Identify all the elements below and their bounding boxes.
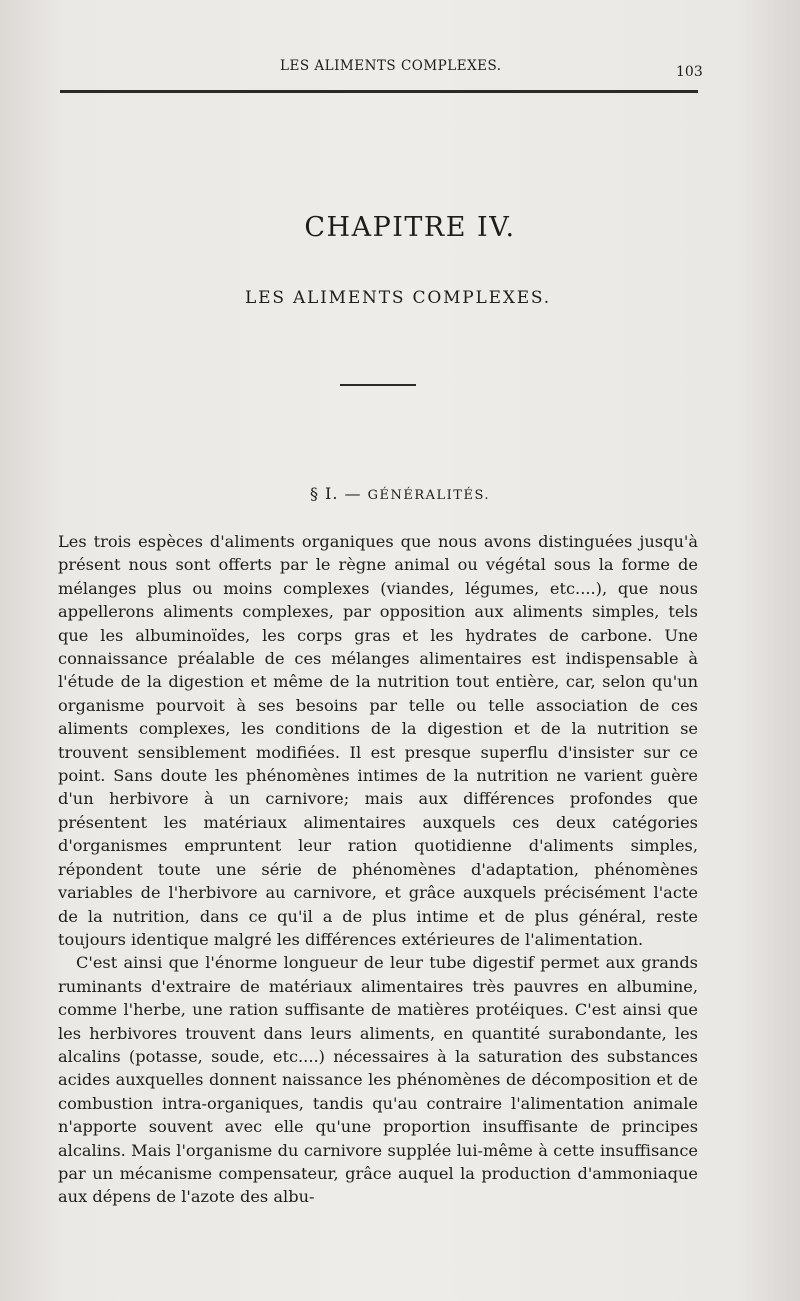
paragraph-2: C'est ainsi que l'énorme longueur de leur tube digestif permet aux grands ruminants d'extraire de matériaux alimentaires très pauvres en albumine, comme l'herbe, une ration suffisante de matières protéiques. C'est ainsi que les herbivores trouvent dans leurs aliments, en quantité surabondante, les alcalins (potasse, soude, etc....) nécessaires à la saturation des substances acides auxquelles donnent naissance les phénomènes de décomposition et de combustion intra-organiques, tandis qu'au contraire l'alimentation animale n'apporte souvent avec elle qu'une proportion insuffisante de principes alcalins. Mais l'organisme du carnivore supplée lui-même à cette insuffisance par un mécanisme compensateur, grâce auquel la production d'ammoniaque aux dépens de l'azote des albu- xyxy=(58,953,698,1207)
section-divider xyxy=(340,384,416,386)
paragraph-1: Les trois espèces d'aliments organiques que nous avons distinguées jusqu'à présent nous sont offerts par le règne animal ou végétal sous la forme de mélanges plus ou moins complexes (viandes, légumes, etc....), que nous appellerons aliments complexes, par opposition aux aliments simples, tels que les albuminoïdes, les corps gras et les hydrates de carbone. Une connaissance préalable de ces mélanges alimentaires est indispensable à l'étude de la digestion et même de la nutrition tout entière, car, selon qu'un organisme pourvoit à ses besoins par telle ou telle association de ces aliments complexes, les conditions de la digestion et de la nutrition se trouvent sensiblement modifiées. Il est presque superflu d'insister sur ce point. Sans doute les phénomènes intimes de la nutrition ne varient guère d'un herbivore à un carnivore; mais aux différences profondes que présentent les matériaux alimentaires auxquels ces deux catégories d'organismes empruntent leur ration quotidienne d'aliments simples, répondent toute une série de phénomènes d'adaptation, phénomènes variables de l'herbivore au carnivore, et grâce auxquels précisément l'acte de la nutrition, dans ce qu'il a de plus intime et de plus général, reste toujours identique malgré les différences extérieures de l'alimentation. xyxy=(58,532,698,949)
running-head xyxy=(0,58,800,82)
section-number: § I. — xyxy=(309,484,362,503)
running-title: LES ALIMENTS COMPLEXES. xyxy=(280,58,502,74)
chapter-title: CHAPITRE IV. xyxy=(304,212,516,243)
section-title: GÉNÉRALITÉS. xyxy=(367,488,491,503)
body-text xyxy=(58,530,698,1209)
chapter-subtitle: LES ALIMENTS COMPLEXES. xyxy=(245,288,551,308)
header-rule xyxy=(60,90,698,93)
page-number: 103 xyxy=(676,64,703,80)
section-heading xyxy=(0,484,780,503)
